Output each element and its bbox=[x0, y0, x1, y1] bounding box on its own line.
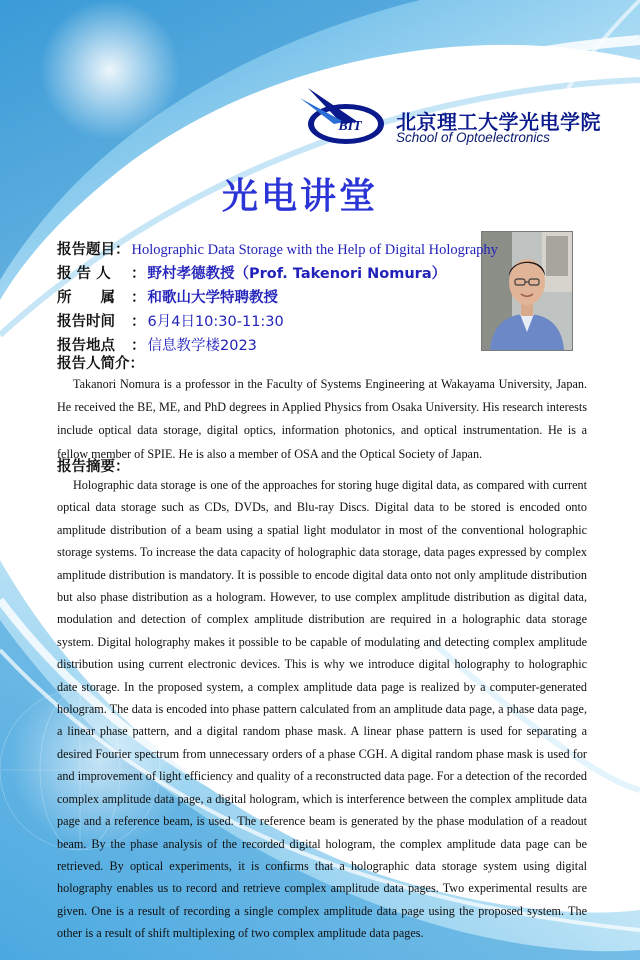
logo-cn-text: 北京理工大学光电学院 bbox=[396, 110, 601, 134]
location-value: 信息教学楼2023 bbox=[147, 338, 257, 354]
detail-row-speaker bbox=[57, 262, 487, 286]
detail-label: 报告题目 bbox=[57, 242, 115, 258]
abstract-text: Holographic data storage is one of the approaches for storing huge digital data, as compared with current optical data storage such as CDs, DVDs, and Blu-ray Discs. Digital data to be stored is encoded onto amplitude distribution of a beam using a spatial light modulator in most of the conventional holographic storage systems. To increase the data capacity of holographic data storage, data pages expressed by complex amplitude distribution is mandatory. It is possible to encode digital data onto not only amplitude distribution but also phase distribution as a hologram. However, to use complex amplitude distribution as digital data, modulation and detection of complex amplitude distribution are required in a holographic data storage system. Digital holography makes it possible to be capable of modulating and detecting complex amplitude distribution using current electronic devices. This is why we introduce digital holography to holographic date storage. In the proposed system, a complex amplitude data page is realized by a computer-generated hologram. The data is encoded into phase pattern calculated from an amplitude data page, a phase data page, a linear phase pattern, and a digital random phase mask. A linear phase pattern is used for separating a desired Fourier spectrum from unnecessary orders of a phase CGH. A digital random phase mask is used for and improvement of light efficiency and quality of a reconstructed data page. For a detection of the recorded complex amplitude data page, a digital hologram, which is interference between the complex amplitude data page and a reference beam, is used. The reference beam is generated by the phase modulation of a readout beam. By the phase analysis of the recorded digital hologram, the complex amplitude data page can be retrieved. By optical experiments, it is confirms that a holographic data storage system using digital holography enables us to record and retrieve complex amplitude data pages. Two experimental results are given. One is a result of recording a single complex amplitude data page using the proposed system. The other is a result of shift multiplexing of two complex amplitude data pages. bbox=[57, 478, 587, 941]
school-logo bbox=[298, 88, 601, 148]
logo-en-text: School of Optoelectronics bbox=[396, 130, 550, 145]
detail-label: 报 告 人 bbox=[57, 266, 111, 282]
bio-text: Takanori Nomura is a professor in the Faculty of Systems Engineering at Wakayama University, Japan. He received the BE, ME, and PhD degrees in Applied Physics from Osaka University. His research interests include optical data storage, digital optics, information photonics, and optical instrumentation. He is a fellow member of SPIE. He is also a member of OSA and the Optical Society of Japan. bbox=[57, 377, 587, 461]
logo-badge-text: BIT bbox=[338, 119, 362, 134]
abstract-heading: 报告摘要： bbox=[57, 459, 130, 475]
speaker-value: 野村孝德教授（Prof. Takenori Nomura） bbox=[147, 266, 447, 282]
bio-heading: 报告人简介： bbox=[57, 356, 144, 372]
colon: ： bbox=[115, 242, 130, 258]
talk-details bbox=[57, 238, 498, 358]
colon: ： bbox=[131, 314, 146, 330]
detail-label: 报告时间 bbox=[57, 314, 115, 330]
affiliation-value: 和歌山大学特聘教授 bbox=[147, 290, 278, 306]
detail-row-affiliation bbox=[57, 286, 487, 310]
talk-title-value: Holographic Data Storage with the Help of Digital Holography bbox=[131, 242, 498, 258]
detail-row-time bbox=[57, 310, 487, 334]
detail-row-title bbox=[57, 238, 498, 262]
colon: ： bbox=[131, 338, 146, 354]
time-value: 6月4日10:30-11:30 bbox=[147, 314, 284, 330]
event-title: 光电讲堂 bbox=[222, 176, 379, 217]
bit-emblem-icon bbox=[298, 88, 394, 148]
detail-label: 所 属 bbox=[57, 290, 115, 306]
colon: ： bbox=[131, 290, 146, 306]
detail-label: 报告地点 bbox=[57, 338, 115, 354]
colon: ： bbox=[131, 266, 146, 282]
